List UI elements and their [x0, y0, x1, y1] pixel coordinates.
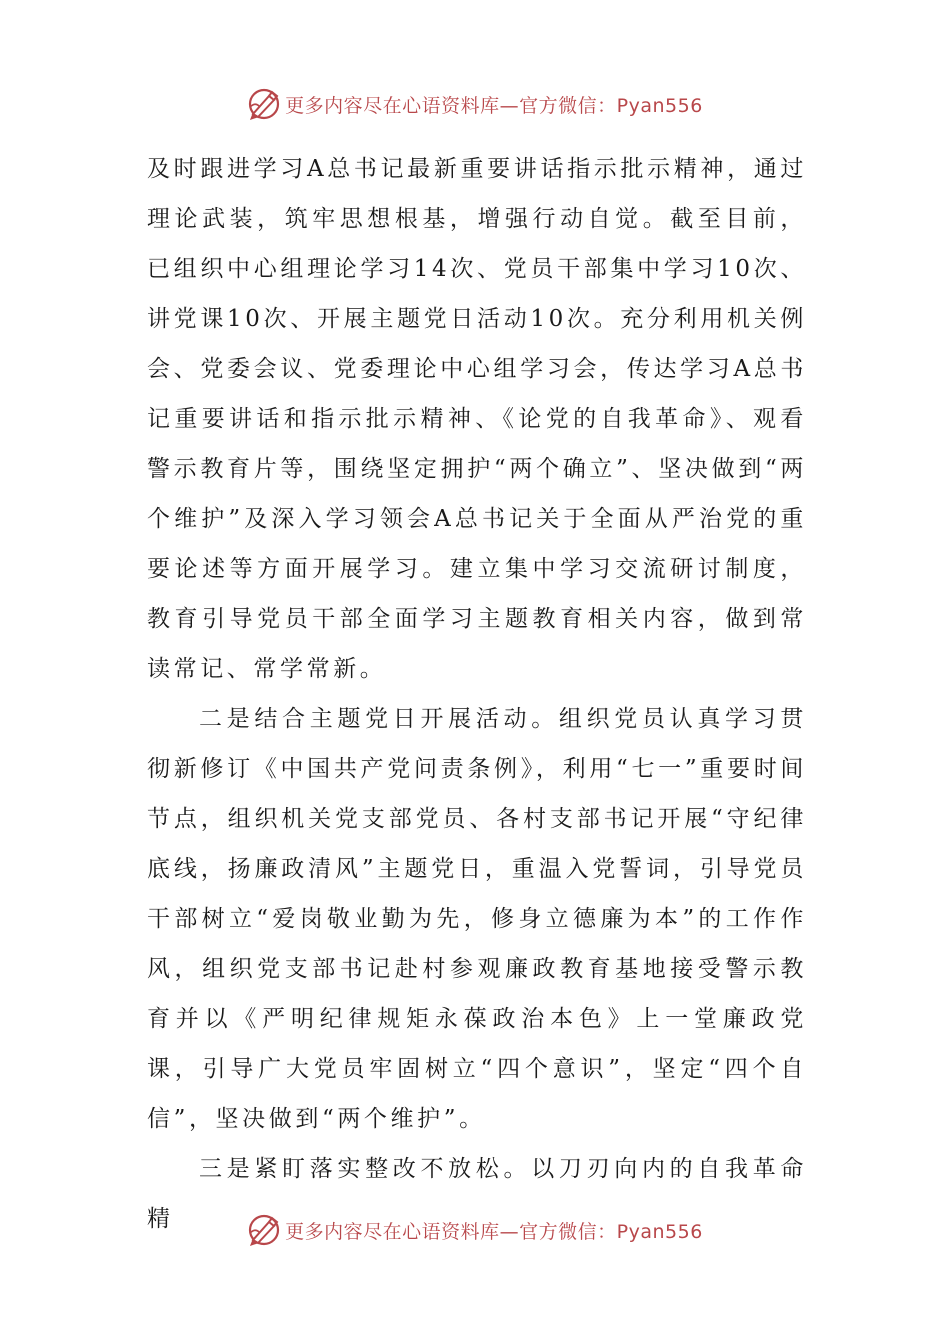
paragraph-1: 及时跟进学习A总书记最新重要讲话指示批示精神，通过理论武装，筑牢思想根基，增强行动自觉。截至目前，已组织中心组理论学习14次、党员干部集中学习10次、讲党课10次、开展主题党日活动10次。充分利用机关例会、党委会议、党委理论中心组学习会，传达学习A总书记重要讲话和指示批示精神、《论党的自我革命》、观看警示教育片等，围绕坚定拥护“两个确立”、坚决做到“两个维护”及深入学习领会A总书记关于全面从严治党的重要论述等方面开展学习。建立集中学习交流研讨制度，教育引导党员干部全面学习主题教育相关内容，做到常读常记、常学常新。 [147, 156, 807, 682]
paragraph-2: 二是结合主题党日开展活动。组织党员认真学习贯彻新修订《中国共产党问责条例》，利用“七一”重要时间节点，组织机关党支部党员、各村支部书记开展“守纪律底线，扬廉政清风”主题党日，重温入党誓词，引导党员干部树立“爱岗敬业勤为先，修身立德廉为本”的工作作风，组织党支部书记赴村参观廉政教育基地接受警示教育并以《严明纪律规矩永葆政治本色》上一堂廉政党课，引导广大党员牢固树立“四个意识”，坚定“四个自信”，坚决做到“两个维护”。 [147, 706, 807, 1132]
header-banner [0, 84, 950, 124]
paragraph-3: 三是紧盯落实整改不放松。以刀刃向内的自我革命精 [147, 1156, 807, 1232]
footer-banner-text: 更多内容尽在心语资料库—官方微信：Pyan556 [285, 1220, 703, 1243]
pen-logo-icon [247, 1213, 281, 1247]
pen-logo-icon [247, 87, 281, 121]
header-banner-text: 更多内容尽在心语资料库—官方微信：Pyan556 [285, 94, 703, 117]
document-body [147, 144, 807, 1244]
footer-banner [0, 1210, 950, 1250]
